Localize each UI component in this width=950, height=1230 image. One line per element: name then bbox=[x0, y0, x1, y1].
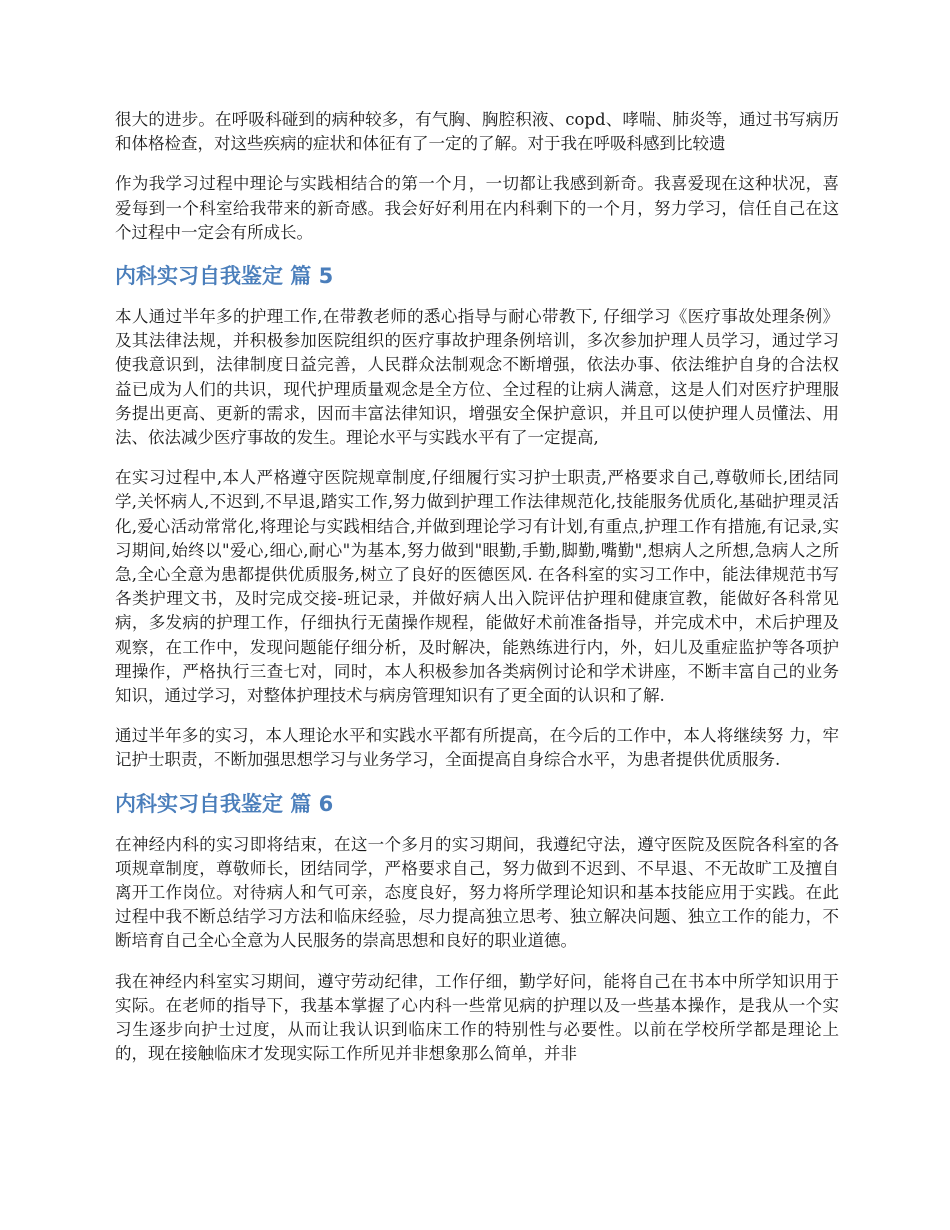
section-heading-6: 内科实习自我鉴定 篇 6 bbox=[115, 791, 334, 816]
paragraph-first-month: 作为我学习过程中理论与实践相结合的第一个月，一切都让我感到新奇。我喜爱现在这种状况，喜爱每到一个科室给我带来的新奇感。我会好好利用在内科剩下的一个月，努力学习，信任自己在这个过程中一定会有所成长。 bbox=[115, 174, 839, 242]
document-page bbox=[115, 108, 839, 1083]
paragraph-legal-study: 本人通过半年多的护理工作,在带教老师的悉心指导与耐心带教下, 仔细学习《医疗事故处理条例》及其法律法规，并积极参加医院组织的医疗事故护理条例培训，多次参加护理人员学习，通过学习使我意识到，法律制度日益完善，人民群众法制观念不断增强，依法办事、依法维护自身的合法权益已成为人们的共识，现代护理质量观念是全方位、全过程的让病人满意，这是人们对医疗护理服务提出更高、更新的需求，因而丰富法律知识，增强安全保护意识，并且可以使护理人员懂法、用法、依法减少医疗事故的发生。理论水平与实践水平有了一定提高, bbox=[115, 307, 839, 448]
paragraph-respiratory-progress: 很大的进步。在呼吸科碰到的病种较多，有气胸、胸腔积液、copd、哮喘、肺炎等，通过书写病历和体格检查，对这些疾病的症状和体征有了一定的了解。对于我在呼吸科感到比较遗 bbox=[115, 110, 839, 154]
paragraph-half-year-summary: 通过半年多的实习，本人理论水平和实践水平都有所提高，在今后的工作中，本人将继续努 力，牢记护士职责，不断加强思想学习与业务学习，全面提高自身综合水平，为患者提供优质服务. bbox=[115, 726, 839, 770]
paragraph-internship-process: 在实习过程中,本人严格遵守医院规章制度,仔细履行实习护士职责,严格要求自己,尊敬师长,团结同学,关怀病人,不迟到,不早退,踏实工作,努力做到护理工作法律规范化,技能服务优质化,基础护理灵活化,爱心活动常常化,将理论与实践相结合,并做到理论学习有计划,有重点,护理工作有措施,有记录,实习期间,始终以"爱心,细心,耐心"为基本,努力做到"眼勤,手勤,脚勤,嘴勤",想病人之所想,急病人之所急,全心全意为患都提供优质服务,树立了良好的医德医风. 在各科室的实习工作中，能法律规范书写各类护理文书，及时完成交接-班记录，并做好病人出入院评估护理和健康宣教，能做好各科常见病，多发病的护理工作，仔细执行无菌操作规程，能做好术前准备指导，并完成术中，术后护理及观察，在工作中，发现问题能仔细分析，及时解决，能熟练进行内，外，妇儿及重症监护等各项护理操作，严格执行三查七对，同时，本人积极参加各类病例讨论和学术讲座，不断丰富自己的业务知识，通过学习，对整体护理技术与病房管理知识有了更全面的认识和了解. bbox=[115, 468, 839, 706]
section-heading-5: 内科实习自我鉴定 篇 5 bbox=[115, 264, 334, 289]
paragraph-neurology-practice: 我在神经内科室实习期间，遵守劳动纪律，工作仔细，勤学好问，能将自己在书本中所学知识用于实际。在老师的指导下，我基本掌握了心内科一些常见病的护理以及一些基本操作，是我从一个实习生逐步向护士过度，从而让我认识到临床工作的特别性与必要性。以前在学校所学都是理论上的，现在接触临床才发现实际工作所见并非想象那么简单，并非 bbox=[115, 971, 839, 1064]
paragraph-neurology-internship: 在神经内科的实习即将结束，在这一个多月的实习期间，我遵纪守法，遵守医院及医院各科室的各项规章制度，尊敬师长，团结同学，严格要求自己，努力做到不迟到、不早退、不无故旷工及擅自离开工作岗位。对待病人和气可亲，态度良好，努力将所学理论知识和基本技能应用于实践。在此过程中我不断总结学习方法和临床经验，尽力提高独立思考、独立解决问题、独立工作的能力，不断培育自己全心全意为人民服务的崇高思想和良好的职业道德。 bbox=[115, 834, 839, 951]
